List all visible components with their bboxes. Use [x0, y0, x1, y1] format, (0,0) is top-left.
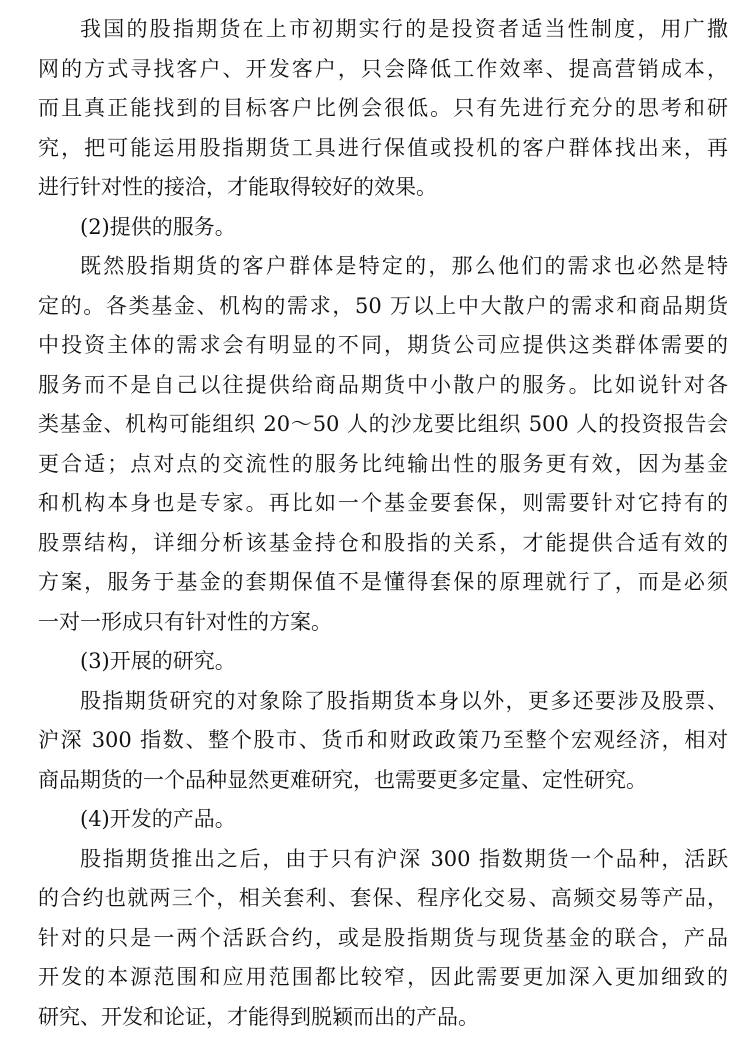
text-line: 既然股指期货的客户群体是特定的，那么他们的需求也必然是特	[80, 254, 728, 278]
section-heading-research	[38, 642, 728, 682]
text-line: 更合适；点对点的交流性的服务比纯输出性的服务更有效，因为基金	[38, 451, 728, 476]
body-text	[38, 10, 728, 1037]
text-line: 股指期货推出之后，由于只有沪深 300 指数期货一个品种，活跃	[80, 846, 728, 871]
section-heading-products	[38, 800, 728, 840]
text-line: 服务而不是自己以往提供给商品期货中小散户的服务。比如说针对各	[38, 372, 728, 397]
text-line: 开发的本源范围和应用范围都比较窄，因此需要更加深入更加细致的	[38, 965, 728, 989]
text-line: 究，把可能运用股指期货工具进行保值或投机的客户群体找出来，再	[38, 135, 728, 160]
text-line: 沪深 300 指数、整个股市、货币和财政政策乃至整个宏观经济，相对	[38, 728, 728, 752]
text-line: 而且真正能找到的目标客户比例会很低。只有先进行充分的思考和研	[38, 96, 728, 120]
text-line: 针对的只是一两个活跃合约，或是股指期货与现货基金的联合，产品	[38, 925, 728, 950]
text-line: 方案，服务于基金的套期保值不是懂得套保的原理就行了，而是必须	[38, 570, 728, 594]
section-heading: (2)提供的服务。	[80, 214, 236, 239]
text-line: 网的方式寻找客户、开发客户，只会降低工作效率、提高营销成本，	[38, 56, 728, 81]
text-line: 一对一形成只有针对性的方案。	[38, 609, 332, 634]
paragraph-products	[38, 840, 728, 1038]
paragraph-research	[38, 682, 728, 801]
text-line: 定的。各类基金、机构的需求，50 万以上中大散户的需求和商品期货	[38, 293, 728, 318]
text-line: 的合约也就两三个，相关套利、套保、程序化交易、高频交易等产品，	[38, 886, 728, 910]
text-line: 股票结构，详细分析该基金持仓和股指的关系，才能提供合适有效的	[38, 530, 728, 555]
section-heading-services	[38, 208, 728, 248]
paragraph-intro	[38, 10, 728, 208]
text-line: 商品期货的一个品种显然更难研究，也需要更多定量、定性研究。	[38, 767, 647, 792]
paragraph-services	[38, 247, 728, 642]
text-line: 我国的股指期货在上市初期实行的是投资者适当性制度，用广撒	[80, 17, 728, 41]
text-line: 和机构本身也是专家。再比如一个基金要套保，则需要针对它持有的	[38, 491, 728, 515]
text-line: 股指期货研究的对象除了股指期货本身以外，更多还要涉及股票、	[80, 688, 728, 713]
text-line: 类基金、机构可能组织 20～50 人的沙龙要比组织 500 人的投资报告会	[38, 412, 728, 436]
section-heading: (3)开展的研究。	[80, 649, 236, 673]
text-line: 研究、开发和论证，才能得到脱颖而出的产品。	[38, 1004, 479, 1029]
section-heading: (4)开发的产品。	[80, 807, 236, 831]
text-line: 进行针对性的接洽，才能取得较好的效果。	[38, 175, 437, 199]
text-line: 中投资主体的需求会有明显的不同，期货公司应提供这类群体需要的	[38, 333, 728, 357]
